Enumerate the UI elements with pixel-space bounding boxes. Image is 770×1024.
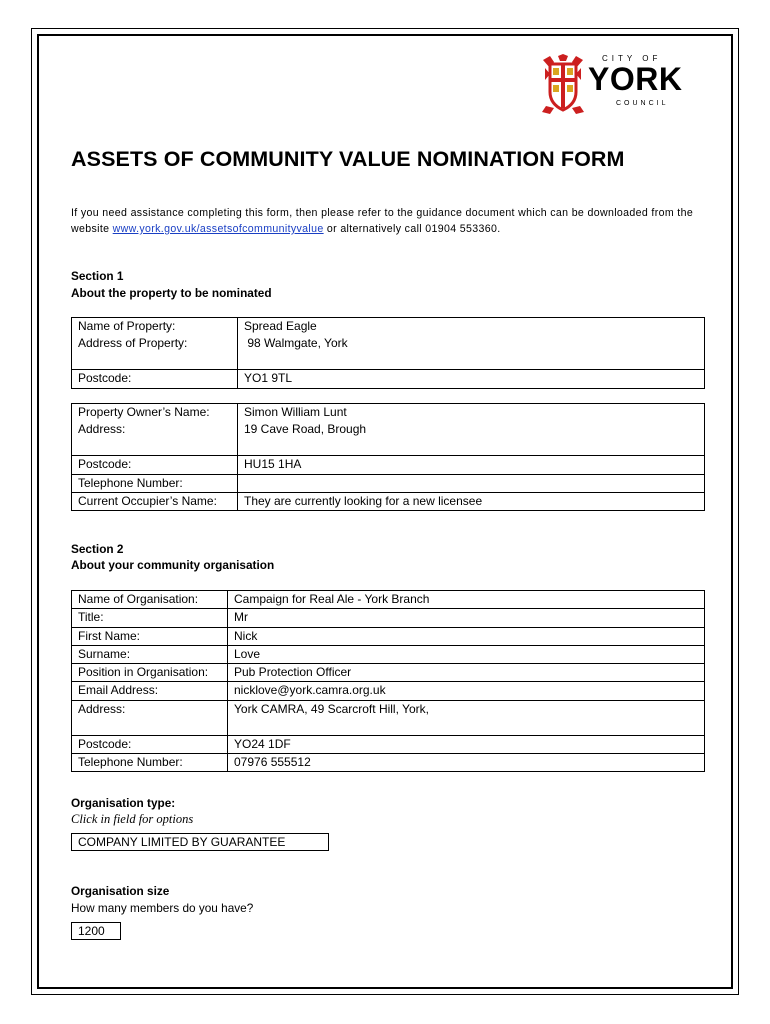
position-field[interactable]: Pub Protection Officer — [228, 664, 705, 682]
title-field[interactable]: Mr — [228, 609, 705, 627]
guidance-link[interactable]: www.york.gov.uk/assetsofcommunityvalue — [112, 223, 324, 235]
property-name-label: Name of Property: — [72, 318, 238, 336]
org-size-heading: Organisation size — [71, 884, 170, 898]
owner-name-label: Property Owner’s Name: — [72, 404, 238, 422]
owner-address-label: Address: — [72, 421, 238, 456]
org-name-label: Name of Organisation: — [72, 591, 228, 609]
occupier-name-field[interactable]: They are currently looking for a new licensee — [238, 492, 705, 510]
property-postcode-field[interactable]: YO1 9TL — [238, 370, 705, 388]
owner-telephone-field[interactable] — [238, 474, 705, 492]
intro-text: If you need assistance completing this form, then please refer to the guidance document which can be downloaded from the website — [71, 207, 694, 235]
org-address-label: Address: — [72, 700, 228, 735]
logo-york: YORK — [588, 61, 683, 97]
position-label: Position in Organisation: — [72, 664, 228, 682]
org-telephone-label: Telephone Number: — [72, 754, 228, 772]
email-label: Email Address: — [72, 682, 228, 700]
email-field[interactable]: nicklove@york.camra.org.uk — [228, 682, 705, 700]
property-table — [71, 317, 705, 389]
logo-city-of: CITY OF — [602, 54, 662, 63]
coat-of-arms-icon — [540, 54, 586, 116]
owner-name-field[interactable]: Simon William Lunt — [238, 404, 705, 422]
york-council-logo — [540, 54, 690, 116]
org-name-field[interactable]: Campaign for Real Ale - York Branch — [228, 591, 705, 609]
org-type-heading: Organisation type: — [71, 796, 176, 810]
occupier-name-label: Current Occupier’s Name: — [72, 492, 238, 510]
first-name-label: First Name: — [72, 627, 228, 645]
property-address-label: Address of Property: — [72, 335, 238, 370]
page-title: ASSETS OF COMMUNITY VALUE NOMINATION FORM — [71, 147, 625, 171]
org-postcode-field[interactable]: YO24 1DF — [228, 735, 705, 753]
surname-field[interactable]: Love — [228, 645, 705, 663]
property-postcode-label: Postcode: — [72, 370, 238, 388]
owner-postcode-field[interactable]: HU15 1HA — [238, 456, 705, 474]
members-count-field[interactable]: 1200 — [71, 922, 121, 940]
section2-heading: Section 2 — [71, 542, 124, 556]
owner-address-field[interactable]: 19 Cave Road, Brough — [238, 421, 705, 456]
surname-label: Surname: — [72, 645, 228, 663]
owner-telephone-label: Telephone Number: — [72, 474, 238, 492]
org-telephone-field[interactable]: 07976 555512 — [228, 754, 705, 772]
section2-subheading: About your community organisation — [71, 558, 275, 572]
property-address-field[interactable]: 98 Walmgate, York — [238, 335, 705, 370]
property-name-field[interactable]: Spread Eagle — [238, 318, 705, 336]
title-label: Title: — [72, 609, 228, 627]
owner-table — [71, 403, 705, 511]
first-name-field[interactable]: Nick — [228, 627, 705, 645]
intro-text-after: or alternatively call 01904 553360. — [323, 223, 501, 235]
org-type-hint: Click in field for options — [71, 812, 194, 826]
logo-council: COUNCIL — [616, 100, 669, 107]
section1-heading: Section 1 — [71, 269, 124, 283]
org-postcode-label: Postcode: — [72, 735, 228, 753]
section1-subheading: About the property to be nominated — [71, 286, 272, 300]
org-size-question: How many members do you have? — [71, 901, 254, 915]
org-address-field[interactable]: York CAMRA, 49 Scarcroft Hill, York, — [228, 700, 705, 735]
intro-paragraph — [71, 205, 711, 237]
organisation-table — [71, 590, 705, 772]
org-type-select[interactable]: COMPANY LIMITED BY GUARANTEE — [71, 833, 329, 851]
owner-postcode-label: Postcode: — [72, 456, 238, 474]
